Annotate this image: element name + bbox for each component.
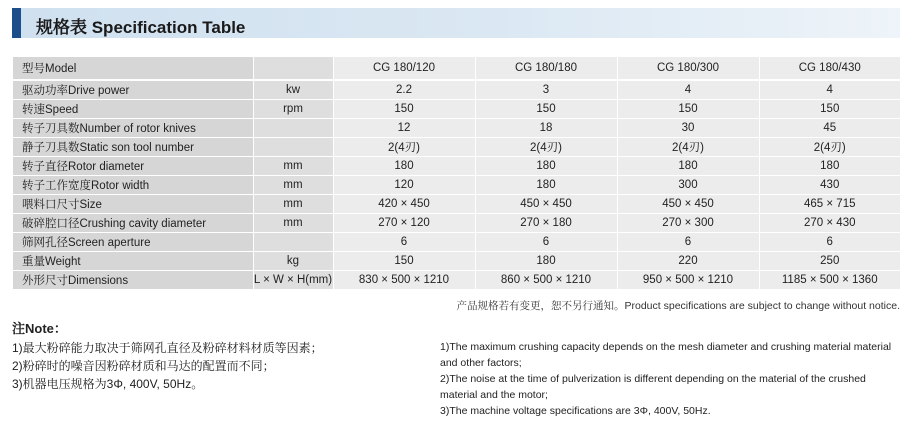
note-cn-item: 2)粉碎时的噪音因粉碎材质和马达的配置而不同；: [12, 359, 275, 373]
row-value-cell: 250: [759, 252, 900, 271]
row-value-cell: 270 × 180: [475, 214, 617, 233]
row-unit-cell: mm: [253, 195, 333, 214]
row-label-cell: 静子刀具数Static son tool number: [13, 138, 253, 157]
row-value-cell: 950 × 500 × 1210: [617, 271, 759, 290]
table-row: [13, 80, 900, 100]
note-en-item: 2)The noise at the time of pulverization is different depending on the material of the crushed material and the motor;: [440, 373, 866, 401]
header-cell-model: 型号Model: [13, 57, 253, 80]
row-unit-cell: [253, 233, 333, 252]
row-value-cell: 300: [617, 176, 759, 195]
row-value-cell: 6: [475, 233, 617, 252]
row-unit-cell: mm: [253, 214, 333, 233]
table-header-row: [13, 57, 900, 80]
row-unit-cell: mm: [253, 176, 333, 195]
row-unit-cell: [253, 119, 333, 138]
row-value-cell: 270 × 430: [759, 214, 900, 233]
row-value-cell: 450 × 450: [475, 195, 617, 214]
row-value-cell: 180: [333, 157, 475, 176]
row-value-cell: 180: [475, 157, 617, 176]
header-cell-model-4: CG 180/430: [759, 57, 900, 80]
header-cell-unit: [253, 57, 333, 80]
header-cell-model-2: CG 180/180: [475, 57, 617, 80]
table-row: [13, 233, 900, 252]
row-value-cell: 2.2: [333, 80, 475, 100]
row-value-cell: 420 × 450: [333, 195, 475, 214]
row-value-cell: 180: [475, 176, 617, 195]
row-unit-cell: L × W × H(mm): [253, 271, 333, 290]
row-label-cell: 破碎腔口径Crushing cavity diameter: [13, 214, 253, 233]
note-cn-item: 3)机器电压规格为3Φ, 400V, 50Hz。: [12, 377, 204, 391]
row-label-cell: 转速Speed: [13, 100, 253, 119]
table-row: [13, 271, 900, 290]
header-cell-model-3: CG 180/300: [617, 57, 759, 80]
row-value-cell: 4: [759, 80, 900, 100]
note-cn-item: 1)最大粉碎能力取决于筛网孔直径及粉碎材料材质等因素；: [12, 341, 323, 355]
title-bar: [12, 8, 900, 38]
row-label-cell: 转子工作宽度Rotor width: [13, 176, 253, 195]
row-value-cell: 18: [475, 119, 617, 138]
row-value-cell: 1185 × 500 × 1360: [759, 271, 900, 290]
table-row: [13, 176, 900, 195]
row-value-cell: 220: [617, 252, 759, 271]
row-value-cell: 2(4刃): [617, 138, 759, 157]
row-label-cell: 喂料口尺寸Size: [13, 195, 253, 214]
row-value-cell: 150: [475, 100, 617, 119]
row-value-cell: 180: [617, 157, 759, 176]
row-value-cell: 4: [617, 80, 759, 100]
row-value-cell: 2(4刃): [759, 138, 900, 157]
row-value-cell: 6: [759, 233, 900, 252]
row-unit-cell: kg: [253, 252, 333, 271]
row-label-cell: 驱动功率Drive power: [13, 80, 253, 100]
row-value-cell: 3: [475, 80, 617, 100]
row-value-cell: 150: [617, 100, 759, 119]
notes-chinese: [12, 339, 323, 393]
row-value-cell: 30: [617, 119, 759, 138]
row-unit-cell: [253, 138, 333, 157]
row-label-cell: 外形尺寸Dimensions: [13, 271, 253, 290]
row-value-cell: 270 × 120: [333, 214, 475, 233]
row-unit-cell: mm: [253, 157, 333, 176]
page-title: 规格表 Specification Table: [36, 18, 246, 37]
row-value-cell: 2(4刃): [333, 138, 475, 157]
row-value-cell: 6: [333, 233, 475, 252]
note-en-item: 1)The maximum crushing capacity depends on the mesh diameter and crushing material material and other factors;: [440, 341, 892, 369]
row-value-cell: 120: [333, 176, 475, 195]
row-value-cell: 6: [617, 233, 759, 252]
row-value-cell: 180: [759, 157, 900, 176]
table-row: [13, 195, 900, 214]
table-row: [13, 214, 900, 233]
row-value-cell: 2(4刃): [475, 138, 617, 157]
row-label-cell: 重量Weight: [13, 252, 253, 271]
row-value-cell: 180: [475, 252, 617, 271]
row-value-cell: 150: [759, 100, 900, 119]
row-value-cell: 45: [759, 119, 900, 138]
table-row: [13, 119, 900, 138]
table-row: [13, 138, 900, 157]
notes-english: [440, 339, 902, 419]
change-notice: 产品规格若有变更，恕不另行通知。Product specifications are subject to change without notice.: [456, 300, 900, 312]
table-row: [13, 252, 900, 271]
title-accent-bar: [12, 8, 21, 38]
table-row: [13, 157, 900, 176]
row-value-cell: 450 × 450: [617, 195, 759, 214]
row-value-cell: 465 × 715: [759, 195, 900, 214]
row-value-cell: 150: [333, 100, 475, 119]
header-cell-model-1: CG 180/120: [333, 57, 475, 80]
table-row: [13, 100, 900, 119]
note-title: 注Note：: [12, 321, 67, 336]
row-unit-cell: kw: [253, 80, 333, 100]
row-label-cell: 转子直径Rotor diameter: [13, 157, 253, 176]
specification-table: [13, 57, 900, 290]
row-value-cell: 830 × 500 × 1210: [333, 271, 475, 290]
row-label-cell: 筛网孔径Screen aperture: [13, 233, 253, 252]
row-label-cell: 转子刀具数Number of rotor knives: [13, 119, 253, 138]
row-value-cell: 150: [333, 252, 475, 271]
row-value-cell: 430: [759, 176, 900, 195]
row-value-cell: 860 × 500 × 1210: [475, 271, 617, 290]
note-en-item: 3)The machine voltage specifications are 3Φ, 400V, 50Hz.: [440, 405, 711, 417]
row-value-cell: 12: [333, 119, 475, 138]
row-unit-cell: rpm: [253, 100, 333, 119]
row-value-cell: 270 × 300: [617, 214, 759, 233]
